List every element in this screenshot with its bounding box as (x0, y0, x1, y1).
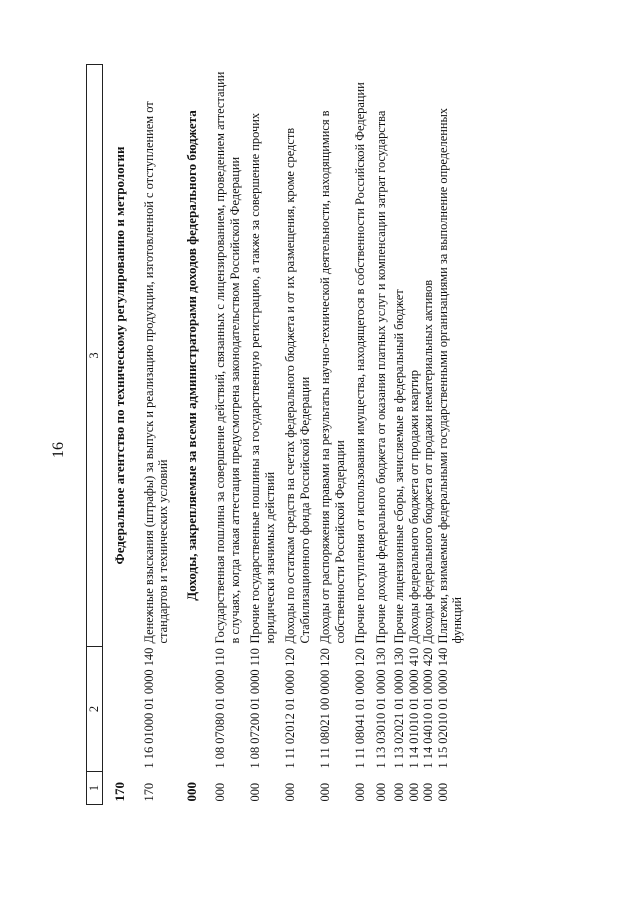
revenue-description: Государственная пошлина за совершение действий, связанных с лицензированием, проведением аттестации в случаях, когда такая аттестация предусмотрена законодательством Российской Федерации (213, 71, 242, 644)
revenue-code (103, 647, 140, 772)
column-header: 1 (87, 772, 103, 805)
revenue-description: Прочие лицензионные сборы, зачисляемые в федеральный бюджет (392, 289, 406, 644)
section-title: Доходы, закрепляемые за всеми администраторами доходов федерального бюджета (183, 110, 199, 601)
revenue-description: Платежи, взимаемые федеральными государственными организациями за выполнение определенных функций (435, 107, 464, 644)
table-row (211, 65, 246, 805)
revenue-description: Доходы от распоряжения правами на результаты научно-технической деятельности, находящимися в собственности Российской Федерации (318, 110, 347, 644)
column-header: 2 (87, 647, 103, 772)
revenue-code (175, 647, 212, 772)
revenue-description: Доходы по остаткам средств на счетах федерального бюджета и от их размещения, кроме средств Стабилизационного фонда Российской Федерации (283, 127, 312, 644)
revenue-code: 1 11 08041 01 0000 120 (353, 648, 367, 769)
revenue-description: Доходы федерального бюджета от продажи нематериальных активов (421, 279, 435, 644)
table-row (140, 65, 175, 805)
revenue-code: 1 13 03010 01 0000 130 (373, 647, 388, 769)
revenue-code: 1 08 07200 01 0000 110 (248, 648, 262, 769)
revenue-description: Прочие поступления от использования имущества, находящегося в собственности Российской Федерации (353, 82, 367, 644)
table-row (392, 65, 407, 805)
table-row (407, 65, 422, 805)
section-header-row (175, 65, 212, 805)
revenue-description: Прочие доходы федерального бюджета от оказания платных услуг и компенсации затрат государства (373, 110, 388, 644)
table-row (351, 65, 372, 805)
revenue-code: 1 14 04010 01 0000 420 (421, 647, 435, 769)
admin-code: 000 (318, 782, 332, 802)
revenue-code: 1 11 08021 00 0000 120 (318, 648, 332, 769)
admin-code: 000 (248, 782, 262, 802)
revenue-code: 1 14 01010 01 0000 410 (406, 647, 421, 769)
revenue-code: 1 08 07080 01 0000 110 (213, 648, 227, 769)
revenue-code: 1 16 01000 01 0000 140 (141, 647, 156, 769)
revenue-code: 1 13 02021 01 0000 130 (392, 647, 406, 769)
section-header-row (103, 65, 140, 805)
table-row (281, 65, 316, 805)
revenue-description: Доходы федерального бюджета от продажи квартир (406, 370, 421, 644)
revenue-table (86, 64, 465, 805)
table-row (372, 65, 393, 805)
admin-code: 000 (373, 782, 388, 802)
admin-code: 000 (435, 782, 450, 802)
table-body (103, 65, 465, 805)
column-header: 3 (87, 65, 103, 647)
revenue-code: 1 11 02012 01 0000 120 (283, 648, 297, 769)
admin-code: 000 (421, 782, 435, 802)
admin-code: 000 (353, 782, 367, 802)
table-row (246, 65, 281, 805)
admin-code: 000 (283, 782, 297, 802)
table-row (421, 65, 436, 805)
page-number: 16 (50, 442, 67, 458)
admin-code: 000 (392, 782, 406, 802)
table-header-row (87, 65, 103, 805)
admin-code: 170 (112, 782, 127, 802)
table-row (316, 65, 351, 805)
admin-code: 000 (213, 782, 227, 802)
revenue-code: 1 15 02010 01 0000 140 (435, 647, 450, 769)
revenue-description: Прочие государственные пошлины за государственную регистрацию, а также за совершение прочих юридически значимых действий (248, 112, 277, 644)
admin-code: 000 (183, 782, 199, 802)
revenue-description: Денежные взыскания (штрафы) за выпуск и реализацию продукции, изготовленной с отступлением от стандартов и технических условий (141, 101, 170, 644)
admin-code: 170 (141, 782, 156, 802)
table-row (436, 65, 465, 805)
section-title: Федеральное агентство по техническому регулированию и метрологии (112, 146, 127, 565)
admin-code: 000 (406, 782, 421, 802)
